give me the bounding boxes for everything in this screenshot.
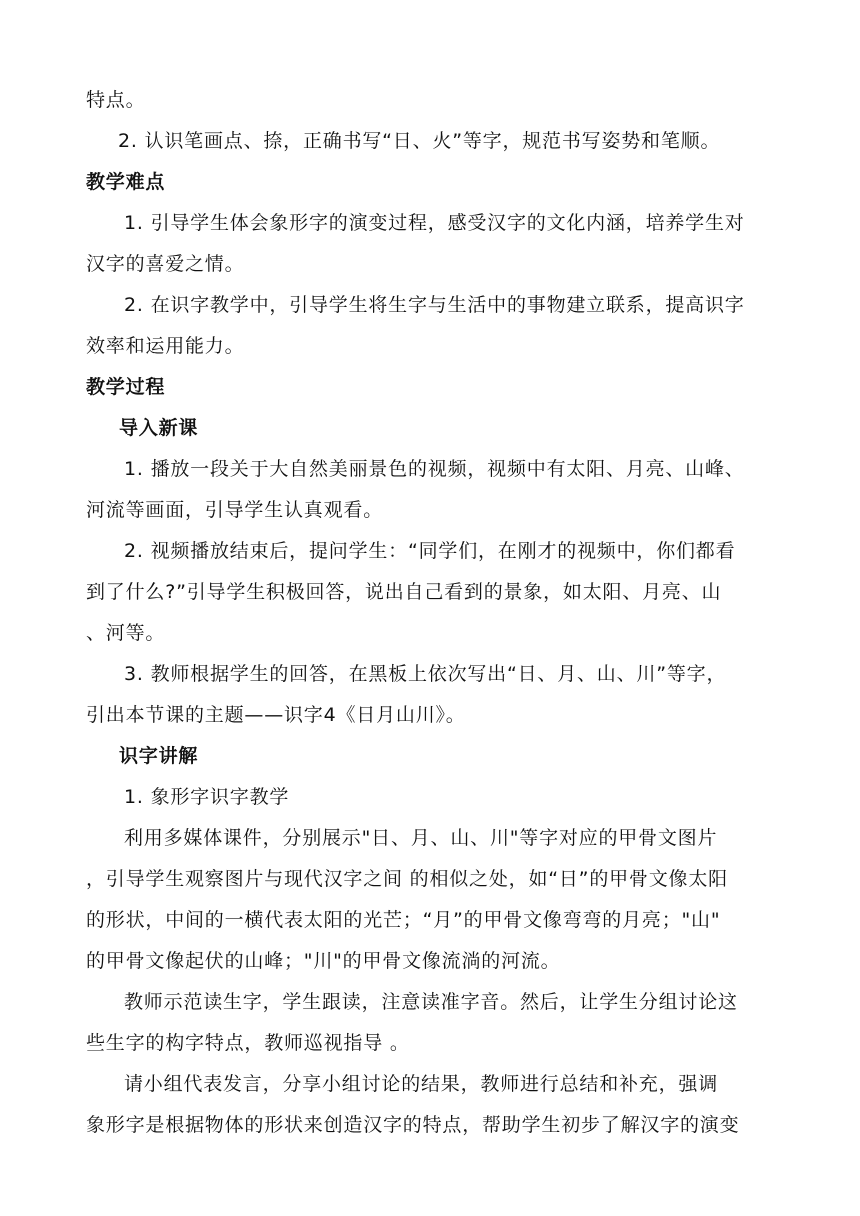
list-item-text: 1. 引导学生体会象形字的演变过程，感受汉字的文化内涵，培养学生对 [124,212,745,234]
section-heading-teaching-difficulties: 教学难点 [86,171,166,193]
paragraph-line: 教师示范读生字，学生跟读，注意读准字音。然后，让学生分组讨论这 [124,991,738,1013]
paragraph-line: 的形状，中间的一横代表太阳的光芒；“月”的甲骨文像弯弯的月亮；"山" [86,909,721,931]
paragraph-line: 汉字的喜爱之情。 [86,253,245,275]
paragraph-line: 引出本节课的主题——识字4《日月山川》。 [86,704,466,726]
list-item-text: 3. 教师根据学生的回答，在黑板上依次写出“日、月、山、川”等字， [124,663,727,685]
list-item-text: 1. 播放一段关于大自然美丽景色的视频，视频中有太阳、月亮、山峰、 [124,458,745,480]
paragraph-line: 效率和运用能力。 [86,335,245,357]
paragraph-line: 、河等。 [86,622,166,644]
document-page [86,80,776,1146]
paragraph-line: 象形字是根据物体的形状来创造汉字的特点，帮助学生初步了解汉字的演变 [86,1114,740,1136]
section-heading-teaching-process: 教学过程 [86,376,166,398]
list-item-text: 1. 象形字识字教学 [124,786,290,808]
list-item-text: 2. 在识字教学中，引导学生将生字与生活中的事物建立联系，提高识字 [124,294,745,316]
paragraph-line: 到了什么?”引导学生积极回答，说出自己看到的景象，如太阳、月亮、山 [86,581,722,603]
list-item-text: 2. 认识笔画点、捺，正确书写“日、火”等字，规范书写姿势和笔顺。 [118,130,721,152]
subsection-heading-introduction: 导入新课 [119,417,199,439]
subsection-heading-character-explanation: 识字讲解 [119,745,199,767]
paragraph-line: 河流等画面，引导学生认真观看。 [86,499,384,521]
paragraph-line: ，引导学生观察图片与现代汉字之间 的相似之处，如“日”的甲骨文像太阳 [86,868,728,890]
paragraph-line: 些生字的构字特点，教师巡视指导 。 [86,1032,410,1054]
paragraph-line: 的甲骨文像起伏的山峰；"川"的甲骨文像流淌的河流。 [86,950,561,972]
paragraph-line: 利用多媒体课件，分别展示"日、月、山、川"等字对应的甲骨文图片 [124,827,718,849]
paragraph-line: 请小组代表发言，分享小组讨论的结果，教师进行总结和补充，强调 [124,1073,719,1095]
list-item-text: 2. 视频播放结束后，提问学生：“同学们，在刚才的视频中，你们都看 [124,540,736,562]
paragraph-line: 特点。 [86,89,146,111]
